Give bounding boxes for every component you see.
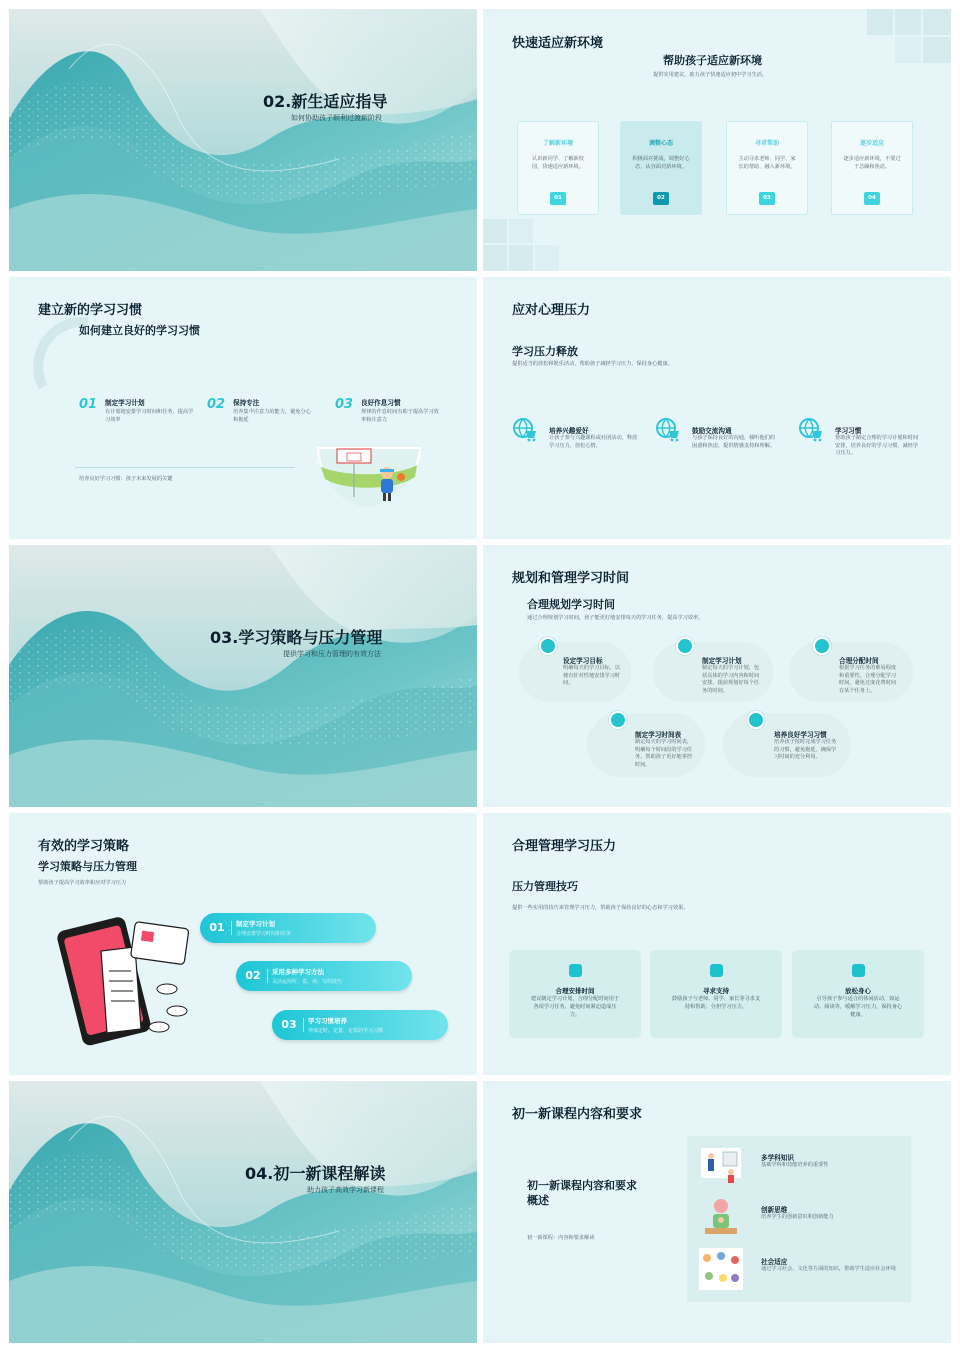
basketball-illustration bbox=[315, 447, 423, 509]
item-text: 养成定时、定量、定质的学习习惯 bbox=[308, 1028, 384, 1034]
slide-heading: 合理规划学习时间 bbox=[527, 598, 615, 611]
slide-heading: 如何建立良好的学习习惯 bbox=[79, 324, 200, 337]
slide-adapt-environment[interactable] bbox=[483, 9, 951, 271]
calendar-icon bbox=[609, 711, 627, 729]
item-title: 制定学习计划 bbox=[236, 920, 275, 928]
section-title: 04.初一新课程解读 bbox=[245, 1164, 386, 1183]
item-text: 明确每天的学习目标，以便有针对性地安排学习时间。 bbox=[563, 665, 621, 687]
decor-square bbox=[895, 37, 921, 63]
slide-study-time[interactable] bbox=[483, 545, 951, 807]
card-title: 逐步适应 bbox=[859, 140, 884, 147]
slide-description: 帮助孩子提高学习效率和应对学习压力 bbox=[38, 880, 127, 886]
slide-title: 快速适应新环境 bbox=[512, 36, 604, 51]
slide-manage-pressure[interactable] bbox=[483, 813, 951, 1075]
decor-square bbox=[923, 9, 951, 35]
item-number: 02 bbox=[242, 965, 264, 987]
social-adaptation-illustration bbox=[699, 1248, 743, 1290]
card-title: 调整心态 bbox=[648, 140, 673, 147]
globe-cart-icon bbox=[512, 417, 538, 443]
slide-psychological-pressure[interactable] bbox=[483, 277, 951, 539]
item-title: 合理分配时间 bbox=[839, 657, 879, 665]
section-subtitle: 助力孩子高效学习新课程 bbox=[307, 1186, 384, 1194]
item-title: 制定学习计划 bbox=[702, 657, 742, 665]
classroom-illustration bbox=[699, 1144, 743, 1186]
item-text: 基础学科和技能培养的重要性 bbox=[761, 1162, 829, 1168]
item-title: 创新思维 bbox=[761, 1206, 788, 1214]
slide-section-03[interactable] bbox=[9, 545, 477, 807]
strategy-item[interactable] bbox=[236, 961, 412, 991]
item-text: 规律的作息时间有助于提高学习效率和注意力 bbox=[361, 409, 439, 423]
card-gradual-adapt[interactable] bbox=[831, 121, 913, 215]
card-title: 寻求支持 bbox=[703, 987, 729, 995]
slide-title: 应对心理压力 bbox=[512, 303, 591, 318]
item-title: 培养良好学习习惯 bbox=[774, 731, 827, 739]
item-text: 合理安排学习时间和任务 bbox=[236, 931, 292, 937]
slide-study-strategies[interactable] bbox=[9, 813, 477, 1075]
slide-description: 通过合理规划学习时间，孩子能更好地安排每天的学习任务，提高学习效率。 bbox=[527, 615, 704, 621]
gear-icon bbox=[676, 637, 694, 655]
item-title: 培养兴趣爱好 bbox=[549, 427, 589, 435]
item-text: 与孩子保持良好的沟通，倾听他们的困惑和焦虑，提供情感支持和理解。 bbox=[692, 435, 776, 449]
slide-title: 建立新的学习习惯 bbox=[38, 303, 143, 318]
card-title: 寻求帮助 bbox=[754, 140, 779, 147]
item-title: 社会适应 bbox=[761, 1258, 788, 1266]
item-number: 02 bbox=[207, 397, 226, 412]
tip-card-time[interactable] bbox=[509, 950, 641, 1038]
item-text: 通过学习社会、文化等方面的知识，帮助学生适应社会环境 bbox=[761, 1266, 896, 1272]
strategy-item[interactable] bbox=[272, 1010, 448, 1040]
card-text: 主动寻求老师、同学、家长的帮助，融入新环境。 bbox=[738, 156, 796, 170]
item-number: 03 bbox=[278, 1014, 300, 1036]
item-title: 制定学习时间表 bbox=[635, 731, 682, 739]
section-title: 02.新生适应指导 bbox=[263, 92, 388, 111]
card-number: 01 bbox=[550, 192, 566, 205]
slide-title: 合理管理学习压力 bbox=[512, 839, 617, 854]
decor-square bbox=[483, 219, 507, 243]
slide-heading: 学习压力释放 bbox=[512, 345, 578, 358]
habit-item-plan bbox=[79, 393, 199, 423]
divider bbox=[75, 467, 295, 468]
slide-new-curriculum[interactable] bbox=[483, 1081, 951, 1343]
slide-title: 有效的学习策略 bbox=[38, 839, 130, 854]
wave-background bbox=[9, 1081, 477, 1343]
phone-payment-illustration bbox=[49, 911, 201, 1051]
habit-item-focus bbox=[207, 393, 327, 423]
wave-background bbox=[9, 545, 477, 807]
card-number: 03 bbox=[759, 192, 775, 205]
slide-description: 提供一些实用的技巧来管理学习压力，帮助孩子保持良好的心态和学习效果。 bbox=[512, 905, 689, 911]
tip-card-support[interactable] bbox=[650, 950, 782, 1038]
section-title: 03.学习策略与压力管理 bbox=[210, 628, 383, 647]
item-text: 制定每天的学习时间表，明确每个时间段的学习任务，帮助孩子更好地掌控时间。 bbox=[635, 739, 693, 768]
card-text: 建议制定学习计划，合理分配时间用于各项学习任务，避免时间紧迫造成压力。 bbox=[530, 996, 620, 1018]
decor-square bbox=[509, 245, 533, 271]
slide-description: 提供实用建议，助力孩子快速适应初中学习生活。 bbox=[653, 72, 768, 78]
item-text: 培养孩子按时完成学习任务的习惯，避免拖延，确保学习时间的充分利用。 bbox=[774, 739, 837, 761]
target-icon bbox=[539, 637, 557, 655]
slide-study-habits[interactable] bbox=[9, 277, 477, 539]
item-title: 采用多种学习方法 bbox=[272, 968, 324, 976]
decor-square bbox=[483, 245, 507, 271]
creative-thinking-illustration bbox=[699, 1196, 743, 1238]
relax-icon bbox=[852, 964, 865, 977]
card-number: 02 bbox=[653, 192, 669, 205]
slide-description: 初一新课程：内容和要求解读 bbox=[527, 1235, 595, 1241]
item-text: 帮助孩子制定合理的学习计划和时间安排，培养良好的学习习惯，减轻学习压力。 bbox=[835, 435, 919, 457]
slide-section-02[interactable] bbox=[9, 9, 477, 271]
card-number: 04 bbox=[864, 192, 880, 205]
item-text: 根据学习任务的难易程度和重要性，合理分配学习时间，避免过度花费时间在某个任务上。 bbox=[839, 665, 897, 694]
card-title: 了解新环境 bbox=[542, 140, 573, 147]
tip-card-relax[interactable] bbox=[792, 950, 924, 1038]
decor-square bbox=[509, 219, 533, 243]
slide-heading: 学习策略与压力管理 bbox=[38, 860, 137, 873]
item-title: 鼓励交流沟通 bbox=[692, 427, 732, 435]
slide-heading: 帮助孩子适应新环境 bbox=[663, 54, 762, 67]
item-text: 制定每天的学习计划，包括具体的学习内容和时间安排，提前规划好每个任务的时间。 bbox=[702, 665, 760, 694]
card-title: 放松身心 bbox=[845, 987, 871, 995]
card-text: 认识新同学、了解新校园，快速适应新环境。 bbox=[532, 156, 584, 170]
item-text: 培养集中注意力的能力，避免分心和拖延 bbox=[233, 409, 311, 423]
item-number: 01 bbox=[206, 917, 228, 939]
item-text: 有计划地安排学习时间和任务，提高学习效率 bbox=[105, 409, 194, 423]
item-title: 学习习惯培养 bbox=[308, 1017, 347, 1025]
item-title: 多学科知识 bbox=[761, 1154, 794, 1162]
calendar-icon bbox=[569, 964, 582, 977]
slide-section-04[interactable] bbox=[9, 1081, 477, 1343]
footer-note: 培养良好学习习惯：孩子未来发展的关键 bbox=[79, 476, 173, 482]
card-text: 逐步适应新环境，不要过于急躁和焦虑。 bbox=[843, 156, 901, 170]
decor-square bbox=[535, 245, 559, 271]
globe-cart-icon bbox=[655, 417, 681, 443]
card-text: 鼓励孩子与老师、同学、家长等寻求支持和帮助，分担学习压力。 bbox=[671, 996, 761, 1010]
section-subtitle: 如何协助孩子顺利过渡新阶段 bbox=[291, 114, 382, 122]
card-title: 合理安排时间 bbox=[555, 987, 595, 995]
habit-icon bbox=[747, 711, 765, 729]
item-title: 良好作息习惯 bbox=[361, 399, 401, 407]
card-seek-help[interactable] bbox=[726, 121, 808, 215]
slide-heading: 压力管理技巧 bbox=[512, 880, 578, 893]
item-text: 灵活运用听、说、读、写的技巧 bbox=[272, 979, 343, 985]
section-subtitle: 提供学习和压力管理的有效方法 bbox=[283, 650, 381, 658]
slide-heading: 初一新课程内容和要求概述 bbox=[527, 1179, 637, 1207]
wave-background bbox=[9, 9, 477, 271]
item-title: 设定学习目标 bbox=[563, 657, 603, 665]
globe-cart-icon bbox=[798, 417, 824, 443]
item-text: 让孩子参与兴趣课程或社团活动，释放学习压力，放松心情。 bbox=[549, 435, 638, 449]
content-panel bbox=[687, 1136, 911, 1302]
habit-item-routine bbox=[335, 393, 455, 423]
card-understand-environment[interactable] bbox=[517, 121, 599, 215]
slide-title: 初一新课程内容和要求 bbox=[512, 1107, 643, 1122]
slide-description: 提供适当的放松和娱乐活动，帮助孩子减轻学习压力，保持身心健康。 bbox=[512, 361, 673, 367]
decor-square bbox=[895, 9, 921, 35]
item-text: 培养学生的创新意识和创新能力 bbox=[761, 1214, 834, 1220]
slide-title: 规划和管理学习时间 bbox=[512, 571, 630, 586]
item-number: 01 bbox=[79, 397, 98, 412]
item-title: 学习习惯 bbox=[835, 427, 862, 435]
card-text: 引导孩子参与适合的休闲活动，如运动、阅读等，缓解学习压力，保持身心健康。 bbox=[813, 996, 903, 1018]
decor-square bbox=[923, 37, 951, 63]
decor-square bbox=[867, 9, 893, 35]
item-number: 03 bbox=[335, 397, 354, 412]
strategy-item[interactable] bbox=[200, 913, 376, 943]
clock-icon bbox=[813, 637, 831, 655]
card-adjust-mindset[interactable] bbox=[620, 121, 702, 215]
item-title: 保持专注 bbox=[233, 399, 260, 407]
support-icon bbox=[710, 964, 723, 977]
item-title: 制定学习计划 bbox=[105, 399, 145, 407]
card-text: 积极面对挑战，调整好心态，从容面对新环境。 bbox=[632, 156, 690, 170]
